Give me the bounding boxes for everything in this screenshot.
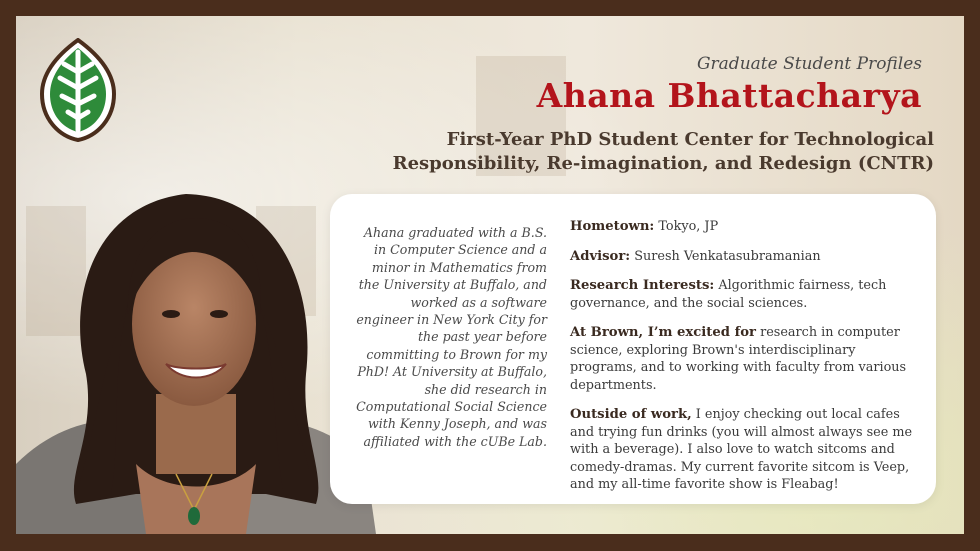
bio-text: Ahana graduated with a B.S. in Computer Science and a minor in Mathematics from the University at Buffalo, and worked as a software engineer in New York City for the past year before committing to Brown for my PhD! At University at Buffalo, she did research in Computational Social Science with Kenny Joseph, and was affiliated with the cUBe Lab. <box>356 225 547 449</box>
fact-value: I enjoy checking out local cafes and trying fun drinks (you will almost always see me with a beverage). I also love to watch sitcoms and comedy-dramas. My current favorite sitcom is Veep, and my all-time favorite show is Fleabag! <box>570 407 913 492</box>
fact-research <box>570 277 920 312</box>
leaf-logo-icon <box>40 38 116 142</box>
fact-value: Algorithmic fairness, tech governance, and the social sciences. <box>570 278 887 311</box>
student-portrait <box>16 174 376 534</box>
fact-label: Research Interests: <box>570 278 715 293</box>
role-line-2: Responsibility, Re-imagination, and Redesign (CNTR) <box>392 153 934 174</box>
fact-label: Hometown: <box>570 219 655 234</box>
fact-value: Suresh Venkatasubramanian <box>630 248 821 264</box>
fact-hometown <box>570 218 920 236</box>
fact-brown <box>570 324 920 394</box>
student-name: Ahana Bhattacharya <box>536 76 922 115</box>
fact-label: Outside of work, <box>570 407 692 422</box>
fact-outside <box>570 406 920 494</box>
section-kicker: Graduate Student Profiles <box>696 54 922 74</box>
profile-card-frame <box>16 16 964 534</box>
fact-label: At Brown, I’m excited for <box>570 325 757 340</box>
student-role <box>374 128 934 176</box>
fact-label: Advisor: <box>570 248 631 264</box>
fact-value: research in computer science, exploring Brown's interdisciplinary programs, and to working with faculty from various departments. <box>570 325 907 393</box>
profile-facts <box>570 218 920 506</box>
role-line-1: First-Year PhD Student Center for Technological <box>446 129 934 150</box>
fact-value: Tokyo, JP <box>654 219 719 234</box>
fact-advisor <box>570 248 920 266</box>
profile-header <box>537 54 922 115</box>
